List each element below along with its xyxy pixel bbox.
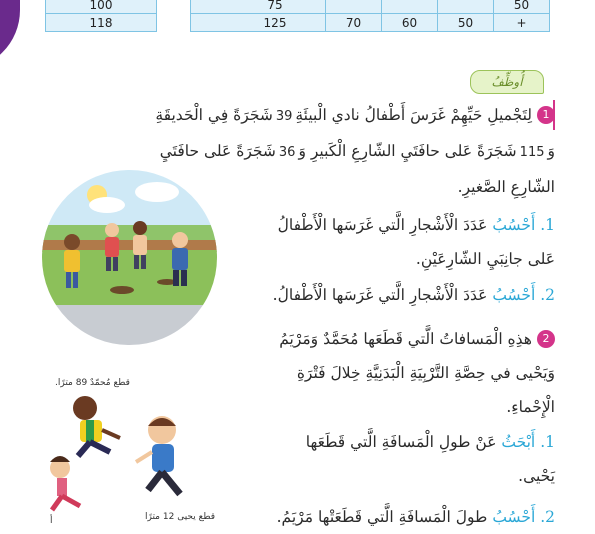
text-span: وَ <box>547 142 555 160</box>
number-table-1 <box>45 0 157 32</box>
boy-running-green <box>73 396 120 456</box>
text-span: شَجَرَةً عَلى حافَتَيِ الشّارِعِ الْكَبيرِ وَ <box>298 142 517 160</box>
text-span: يَحْيى. <box>518 467 555 485</box>
text-span: شَجَرَةً فِي الْحَديقَةِ <box>155 106 273 124</box>
tree-planting-illustration <box>42 170 217 345</box>
text-span: لِتَجْميلِ حَيِّهِمْ غَرَسَ أَطْفالُ نادي الْبيئَةِ <box>295 106 532 124</box>
number-115: 115 <box>519 145 545 160</box>
text-span: عَدَدَ الْأَشْجارِ الَّتي غَرَسَها الْأَطْفالُ <box>277 216 488 234</box>
number-table-3 <box>325 0 550 32</box>
action-verb: أَحْسُبُ <box>492 508 536 526</box>
sub-number: 1. <box>540 433 555 451</box>
question-1-line-3: الشّارِعِ الصَّغيرِ. <box>457 178 555 196</box>
table-cell: 125 <box>191 14 360 32</box>
text-span: عَدَدَ الْأَشْجارِ الَّتي غَرَسَها الْأَطْفالُ. <box>272 286 488 304</box>
caption-mohamed: قطع مُحمّدٌ 89 مترًا. <box>55 378 130 388</box>
question-1-sub-2 <box>235 278 555 312</box>
table-cell <box>438 0 494 14</box>
table-cell: 60 <box>382 14 438 32</box>
question-1-line-2 <box>35 134 555 170</box>
caption-yahya: قطع يحيى 12 مترًا <box>145 512 216 522</box>
table-cell: + <box>494 14 550 32</box>
running-children-illustration <box>40 390 215 518</box>
question-2-sub-1 <box>235 425 555 493</box>
table-cell: 70 <box>326 14 382 32</box>
table-cell: 50 <box>438 14 494 32</box>
question-1-sub-1 <box>235 208 555 276</box>
text-span: هذِهِ الْمَسافاتُ الَّتي قَطَعَها مُحَمَّدٌ وَمَرْيَمُ <box>279 330 532 348</box>
table-cell <box>382 0 438 14</box>
table-cell: 118 <box>46 14 157 32</box>
section-tag: أُوظِّفُ <box>470 70 544 94</box>
action-verb: أَبْحَثُ <box>501 433 536 451</box>
question-2-line-3: الْإِحْماءِ. <box>506 398 555 416</box>
text-span: شَجَرَةً عَلى حافَتَيِ <box>159 142 276 160</box>
table-cell: 50 <box>494 0 550 14</box>
table-cell: 100 <box>46 0 157 14</box>
action-verb: أَحْسُبُ <box>492 286 536 304</box>
question-1-line-1 <box>35 98 555 134</box>
question-1-badge: 1 <box>537 106 555 124</box>
text-span: طولَ الْمَسافَةِ الَّتي قَطَعَتْها مَرْيَمُ. <box>276 508 488 526</box>
number-39: 39 <box>275 109 293 124</box>
table-cell: 75 <box>191 0 360 14</box>
action-verb: أَحْسُبُ <box>492 216 536 234</box>
table-cell <box>326 0 382 14</box>
page-corner-decoration <box>0 0 20 70</box>
sub-number: 1. <box>540 216 555 234</box>
question-2-line-2: وَيَحْيى في حِصَّةِ التَّرْبِيَةِ الْبَدَنِيَّةِ خِلالَ فَتْرَةِ <box>296 364 555 382</box>
girl-running-pink <box>50 456 80 510</box>
sub-number: 2. <box>540 286 555 304</box>
question-2-sub-2 <box>235 500 555 534</box>
sub-number: 2. <box>540 508 555 526</box>
text-span: عَلى جانِبَيِ الشّارِعَيْنِ. <box>415 250 555 268</box>
text-span: عَنْ طولِ الْمَسافَةِ الَّتي قَطَعَها <box>305 433 497 451</box>
boy-running-blue <box>136 416 180 494</box>
caption-maryam: أ <box>50 516 53 526</box>
question-2-badge: 2 <box>537 330 555 348</box>
number-36: 36 <box>278 145 296 160</box>
